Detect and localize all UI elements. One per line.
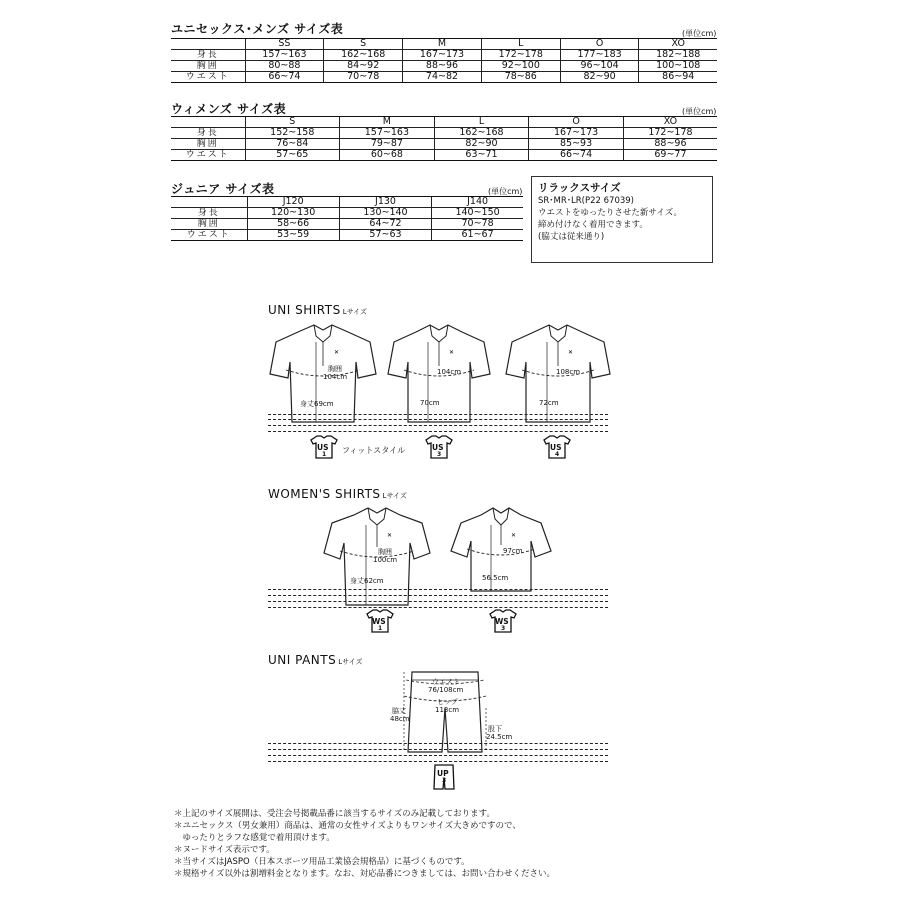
- svg-text:✕: ✕: [387, 532, 393, 539]
- uni-pants-size: Lサイズ: [338, 658, 363, 666]
- length-value: 56.5cm: [482, 574, 509, 582]
- col-header: XO: [639, 39, 717, 50]
- cell: 92~100: [481, 61, 560, 72]
- col-header: S: [245, 117, 340, 128]
- cell: 88~96: [623, 139, 717, 150]
- table-row: [171, 50, 717, 61]
- cell: 172~178: [623, 128, 717, 139]
- cell: 66~74: [529, 150, 624, 161]
- womens-shirts-size: Lサイズ: [382, 492, 407, 500]
- dashed-guide-line: [268, 414, 608, 415]
- chest-value: 97cm: [503, 547, 523, 555]
- cell: 78~86: [481, 72, 560, 83]
- cell: 157~163: [340, 128, 435, 139]
- cell: 82~90: [560, 72, 639, 83]
- cell: 100~108: [639, 61, 717, 72]
- cell: 96~104: [560, 61, 639, 72]
- footnote: ＊当サイズはJASPO（日本スポーツ用品工業協会規格品）に基づくものです。: [174, 857, 470, 867]
- row-label: ウエスト: [171, 150, 245, 161]
- svg-text:✕: ✕: [449, 349, 455, 356]
- cell: 61~67: [432, 230, 523, 241]
- col-header: S: [324, 39, 403, 50]
- col-header: J120: [247, 197, 339, 208]
- col-header: O: [529, 117, 624, 128]
- cell: 58~66: [247, 219, 339, 230]
- size-tag-number: 1: [322, 451, 327, 458]
- footnote: ＊規格サイズ以外は割増料金となります。なお、対応品番につきましては、お問い合わせください。: [174, 869, 555, 879]
- dashed-guide-line: [268, 589, 608, 590]
- size-tag-label: WS: [495, 617, 509, 626]
- cell: 69~77: [623, 150, 717, 161]
- dashed-guide-line: [268, 761, 608, 762]
- cell: 60~68: [340, 150, 435, 161]
- relax-line: ウエストをゆったりさせた新サイズ。: [538, 208, 682, 218]
- row-label: 胸囲: [171, 61, 245, 72]
- table-header-row: [171, 39, 717, 50]
- size-tag-label: US: [550, 443, 562, 452]
- junior-unit: (単位cm): [488, 187, 523, 196]
- table-row: [171, 208, 523, 219]
- junior-table-title: ジュニア サイズ表: [171, 182, 275, 196]
- size-tag-number: 3: [442, 777, 447, 784]
- dashed-guide-line: [268, 743, 608, 744]
- cell: 70~78: [432, 219, 523, 230]
- cell: 162~168: [324, 50, 403, 61]
- chest-value: 100cm: [373, 556, 398, 564]
- footnote: ＊上記のサイズ展開は、受注会号掲載品番に該当するサイズのみ記載しております。: [174, 809, 495, 819]
- cell: 130~140: [339, 208, 431, 219]
- cell: 64~72: [339, 219, 431, 230]
- cell: 57~65: [245, 150, 340, 161]
- cell: 66~74: [245, 72, 324, 83]
- chest-value: 104cm: [437, 368, 462, 376]
- footnote: ＊ヌードサイズ表示です。: [174, 845, 275, 855]
- row-label: 胸囲: [171, 139, 245, 150]
- cell: 79~87: [340, 139, 435, 150]
- row-label: ウエスト: [171, 72, 245, 83]
- cell: 53~59: [247, 230, 339, 241]
- col-header: O: [560, 39, 639, 50]
- table-header-row: [171, 197, 523, 208]
- cell: 172~178: [481, 50, 560, 61]
- table-row: [171, 72, 717, 83]
- row-label: 身長: [171, 208, 247, 219]
- table-row: [171, 61, 717, 72]
- cell: 70~78: [324, 72, 403, 83]
- dashed-guide-line: [268, 601, 608, 602]
- inseam-label: 股下: [488, 725, 502, 733]
- cell: 162~168: [434, 128, 529, 139]
- womens-table-title: ウィメンズ サイズ表: [171, 102, 287, 116]
- womens-size-table: [171, 116, 717, 161]
- cell: 80~88: [245, 61, 324, 72]
- chest-label: 胸囲: [328, 365, 342, 373]
- relax-line: (脇丈は従来通り): [538, 232, 605, 242]
- chest-value: 108cm: [556, 368, 581, 376]
- length-value: 72cm: [539, 399, 559, 407]
- col-header: J140: [432, 197, 523, 208]
- cell: 177~183: [560, 50, 639, 61]
- cell: 57~63: [339, 230, 431, 241]
- svg-text:✕: ✕: [334, 349, 340, 356]
- dashed-guide-line: [268, 431, 608, 432]
- cell: 157~163: [245, 50, 324, 61]
- dashed-guide-line: [268, 595, 608, 596]
- junior-size-table: [171, 196, 523, 241]
- uni-shirts-title: UNI SHIRTS Lサイズ: [268, 303, 368, 317]
- footnote: ＊ユニセックス（男女兼用）商品は、通常の女性サイズよりもワンサイズ大きめですので、: [174, 821, 521, 831]
- cell: 152~158: [245, 128, 340, 139]
- cell: 85~93: [529, 139, 624, 150]
- unisex-unit: (単位cm): [682, 29, 717, 38]
- inseam-value: 24.5cm: [486, 733, 513, 741]
- cell: 88~96: [403, 61, 482, 72]
- size-tag-number: 3: [501, 625, 506, 632]
- table-row: [171, 150, 717, 161]
- dashed-guide-line: [268, 419, 608, 420]
- unisex-size-table: [171, 38, 717, 83]
- col-header: M: [340, 117, 435, 128]
- cell: 167~173: [403, 50, 482, 61]
- cell: 82~90: [434, 139, 529, 150]
- footnotes: [174, 808, 555, 880]
- size-tag-label: UP: [437, 769, 449, 778]
- size-tag-label: WS: [372, 617, 386, 626]
- row-label: 身長: [171, 128, 245, 139]
- size-tag-label: US: [317, 443, 329, 452]
- cell: 76~84: [245, 139, 340, 150]
- waist-value: 76/108cm: [428, 686, 464, 694]
- col-header: L: [481, 39, 560, 50]
- womens-shirts-title: WOMEN'S SHIRTS Lサイズ: [268, 487, 407, 501]
- table-row: [171, 230, 523, 241]
- size-tag-number: 1: [378, 625, 383, 632]
- cell: 182~188: [639, 50, 717, 61]
- table-row: [171, 219, 523, 230]
- chest-value: 104cm: [323, 373, 348, 381]
- cell: 74~82: [403, 72, 482, 83]
- table-row: [171, 128, 717, 139]
- cell: 63~71: [434, 150, 529, 161]
- relax-line: SR･MR･LR(P22 67039): [538, 196, 634, 206]
- col-header: L: [434, 117, 529, 128]
- dashed-guide-line: [268, 607, 608, 608]
- col-header: M: [403, 39, 482, 50]
- dashed-guide-line: [268, 749, 608, 750]
- hip-label: ヒップ: [437, 698, 458, 706]
- size-tag-label: US: [432, 443, 444, 452]
- cell: 167~173: [529, 128, 624, 139]
- length-value: 身丈62cm: [350, 577, 384, 585]
- uni-pants-title: UNI PANTS Lサイズ: [268, 653, 363, 667]
- relax-size-box: [531, 176, 713, 263]
- fit-style-note: フィットスタイル: [342, 446, 406, 455]
- col-header: SS: [245, 39, 324, 50]
- table-row: [171, 139, 717, 150]
- cell: 120~130: [247, 208, 339, 219]
- relax-line: 締め付けなく着用できます。: [538, 220, 648, 230]
- side-length-label: 脇丈: [392, 707, 406, 715]
- cell: 86~94: [639, 72, 717, 83]
- side-length-value: 48cm: [390, 715, 410, 723]
- cell: 140~150: [432, 208, 523, 219]
- womens-unit: (単位cm): [682, 107, 717, 116]
- row-label: 胸囲: [171, 219, 247, 230]
- length-value: 身丈69cm: [300, 400, 334, 408]
- uni-shirts-size: Lサイズ: [342, 308, 368, 316]
- size-tag-number: 3: [437, 451, 442, 458]
- dashed-guide-line: [268, 425, 608, 426]
- col-header: XO: [623, 117, 717, 128]
- row-label: ウエスト: [171, 230, 247, 241]
- footnote: ゆったりとラフな感覚で着用頂けます。: [174, 833, 335, 843]
- svg-text:✕: ✕: [568, 349, 574, 356]
- row-label: 身長: [171, 50, 245, 61]
- unisex-table-title: ユニセックス･メンズ サイズ表: [171, 22, 344, 36]
- dashed-guide-line: [268, 755, 608, 756]
- waist-label: ウエスト: [432, 678, 460, 686]
- cell: 84~92: [324, 61, 403, 72]
- hip-value: 113cm: [435, 706, 460, 714]
- col-header: J130: [339, 197, 431, 208]
- svg-text:✕: ✕: [511, 532, 517, 539]
- table-header-row: [171, 117, 717, 128]
- size-tag-number: 4: [555, 451, 560, 458]
- relax-size-title: リラックスサイズ: [538, 182, 621, 194]
- chest-label: 胸囲: [378, 548, 392, 556]
- length-value: 70cm: [420, 399, 440, 407]
